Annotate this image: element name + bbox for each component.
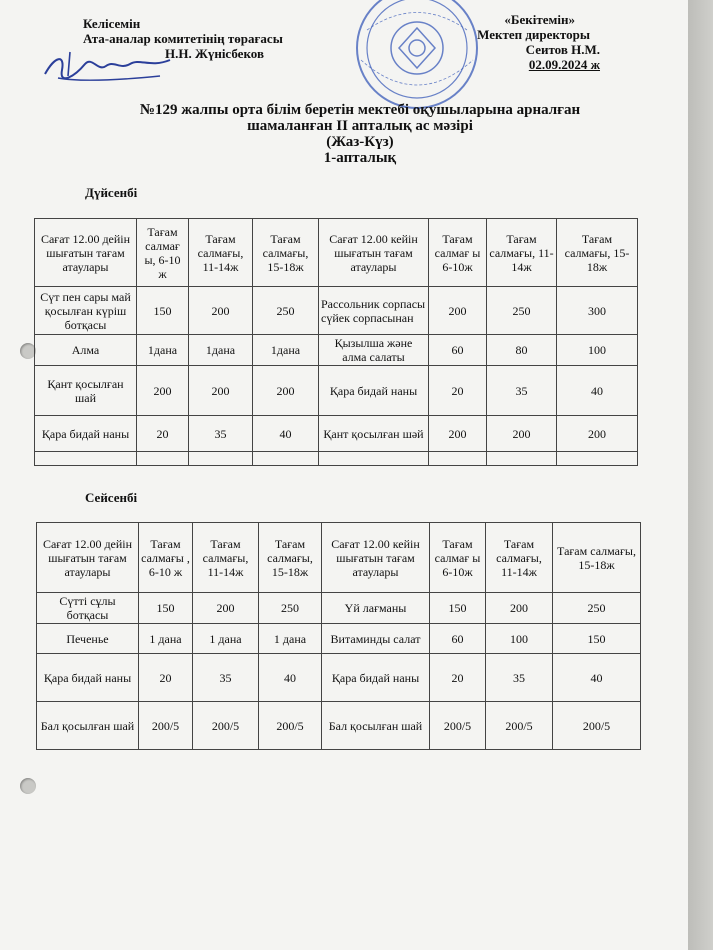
committee-chair-name: Н.Н. Жүнісбеков (165, 46, 264, 61)
table-cell: 200 (486, 593, 553, 624)
header-cell: Тағам салмағы, 15-18ж (259, 523, 322, 593)
table-cell: Қант қосылған шәй (319, 416, 429, 452)
table-cell: Бал қосылған шай (37, 702, 139, 750)
day-heading-tuesday: Сейсенбі (85, 490, 138, 505)
day-heading-monday: Дүйсенбі (85, 185, 138, 200)
header-cell: Сағат 12.00 кейін шығатын тағам атаулары (322, 523, 430, 593)
approval-date: 02.09.2024 ж (528, 57, 600, 72)
title-line: №129 жалпы орта білім беретін мектебі оқушыларына арналған (139, 102, 581, 118)
table-row (35, 366, 638, 416)
table-cell: 250 (253, 287, 319, 335)
table-cell: 1 дана (193, 624, 259, 654)
table-cell: 200 (189, 366, 253, 416)
document-title (100, 102, 620, 166)
table-cell: Бал қосылған шай (322, 702, 430, 750)
table-cell: 40 (259, 654, 322, 702)
header-cell: Тағам салмағ ы, 6-10 ж (137, 219, 189, 287)
table-cell: 35 (189, 416, 253, 452)
table-cell: 40 (253, 416, 319, 452)
table-cell: Үй лағманы (322, 593, 430, 624)
table-cell: 200/5 (430, 702, 486, 750)
director-title: Мектеп директоры (477, 27, 590, 42)
table-cell: Алма (35, 335, 137, 366)
table-cell: 200 (137, 366, 189, 416)
table-cell: 300 (557, 287, 638, 335)
title-line: 1-апталық (323, 150, 397, 166)
table-cell: 80 (487, 335, 557, 366)
table-cell: 40 (557, 366, 638, 416)
table-cell: 200/5 (553, 702, 641, 750)
table-cell: Витаминды салат (322, 624, 430, 654)
table-cell: 200 (429, 287, 487, 335)
table-cell: 20 (139, 654, 193, 702)
table-cell: 35 (486, 654, 553, 702)
table-cell: 200 (429, 416, 487, 452)
table-cell: 20 (430, 654, 486, 702)
director-name: Сеитов Н.М. (525, 42, 600, 57)
table-cell: 250 (487, 287, 557, 335)
menu-table-monday (34, 218, 638, 466)
table-header-row (37, 523, 641, 593)
table-row (35, 287, 638, 335)
header-cell: Тағам салмағы, 11-14ж (189, 219, 253, 287)
table-cell: 250 (553, 593, 641, 624)
title-line: шамаланған II апталық ас мәзірі (247, 118, 473, 134)
table-cell: 200/5 (139, 702, 193, 750)
agreed-label: Келісемін (83, 16, 141, 31)
table-cell: 35 (193, 654, 259, 702)
table-cell: 250 (259, 593, 322, 624)
table-cell: 20 (429, 366, 487, 416)
approval-right-block (448, 12, 600, 72)
header-cell: Сағат 12.00 кейін шығатын тағам атаулары (319, 219, 429, 287)
table-cell: Қант қосылған шай (35, 366, 137, 416)
table-cell: 150 (139, 593, 193, 624)
table-cell: Қызылша және алма салаты (319, 335, 429, 366)
title-line: (Жаз-Күз) (326, 134, 394, 150)
header-cell: Сағат 12.00 дейін шығатын тағам атаулары (35, 219, 137, 287)
table-cell: Печенье (37, 624, 139, 654)
header-cell: Тағам салмағ ы 6-10ж (430, 523, 486, 593)
table-cell: Сүт пен сары май қосылған күріш ботқасы (35, 287, 137, 335)
table-cell: Қара бидай наны (35, 416, 137, 452)
table-cell: Қара бидай наны (319, 366, 429, 416)
table-header-row (35, 219, 638, 287)
header-cell: Тағам салмағы, 11-14ж (486, 523, 553, 593)
table-cell: 60 (429, 335, 487, 366)
table-cell: 200 (487, 416, 557, 452)
table-cell: 35 (487, 366, 557, 416)
header-cell: Тағам салмағ ы 6-10ж (429, 219, 487, 287)
table-cell: 200/5 (259, 702, 322, 750)
table-cell: 1дана (189, 335, 253, 366)
table-cell: Рассольник сорпасы сүйек сорпасынан (319, 287, 429, 335)
table-cell: 60 (430, 624, 486, 654)
table-cell: 1 дана (259, 624, 322, 654)
table-cell: 1дана (253, 335, 319, 366)
table-row (37, 593, 641, 624)
table-cell: 1дана (137, 335, 189, 366)
menu-table-tuesday (36, 522, 641, 750)
header-cell: Тағам салмағы, 15-18ж (557, 219, 638, 287)
table-cell: 200/5 (486, 702, 553, 750)
table-cell: 150 (553, 624, 641, 654)
table-row (37, 654, 641, 702)
table-row-empty (35, 452, 638, 466)
table-cell: Сүтті сұлы ботқасы (37, 593, 139, 624)
header-cell: Сағат 12.00 дейін шығатын тағам атаулары (37, 523, 139, 593)
header-cell: Тағам салмағы , 6-10 ж (139, 523, 193, 593)
table-cell: Қара бидай наны (37, 654, 139, 702)
table-row (37, 624, 641, 654)
table-cell: 200 (253, 366, 319, 416)
table-cell: 40 (553, 654, 641, 702)
table-cell: 200/5 (193, 702, 259, 750)
table-row (37, 702, 641, 750)
table-cell: 150 (137, 287, 189, 335)
table-cell: 200 (193, 593, 259, 624)
desk-background (688, 0, 713, 950)
table-row (35, 335, 638, 366)
committee-title: Ата-аналар комитетінің төрағасы (83, 31, 283, 46)
table-cell: Қара бидай наны (322, 654, 430, 702)
table-cell: 20 (137, 416, 189, 452)
header-cell: Тағам салмағы, 15-18ж (253, 219, 319, 287)
header-cell: Тағам салмағы, 15-18ж (553, 523, 641, 593)
header-cell: Тағам салмағы, 11-14ж (487, 219, 557, 287)
table-cell: 200 (189, 287, 253, 335)
table-cell: 150 (430, 593, 486, 624)
approved-label: «Бекітемін» (504, 12, 575, 27)
table-cell: 1 дана (139, 624, 193, 654)
punch-hole (20, 778, 36, 794)
table-cell: 100 (486, 624, 553, 654)
approval-left-block (83, 16, 283, 61)
table-cell: 100 (557, 335, 638, 366)
table-row (35, 416, 638, 452)
table-cell: 200 (557, 416, 638, 452)
header-cell: Тағам салмағы, 11-14ж (193, 523, 259, 593)
